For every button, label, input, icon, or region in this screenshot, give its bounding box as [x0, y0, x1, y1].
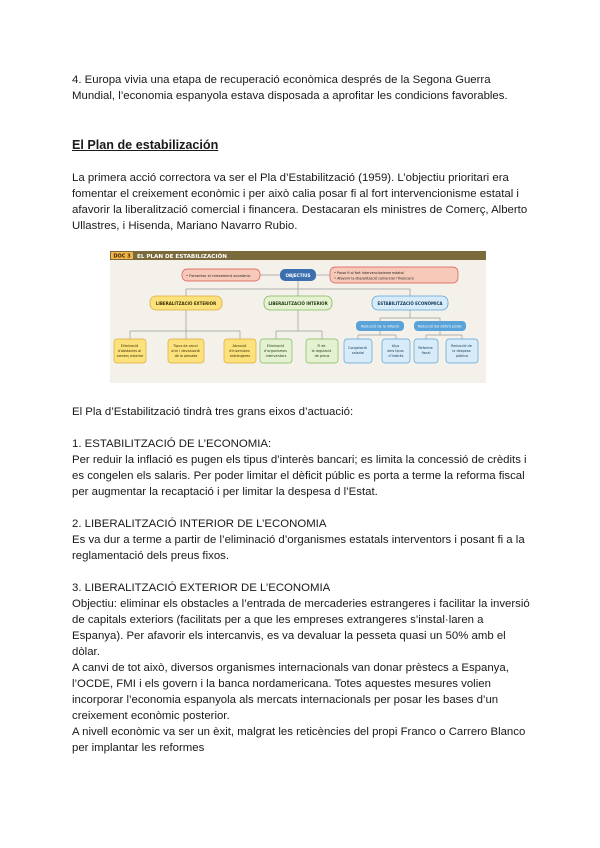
left-objective-text: • Fomentar el creixement econòmic: [186, 274, 251, 278]
axis3-title: 3. LIBERALITZACIÓ EXTERIOR DE L’ECONOMIA: [72, 582, 331, 594]
leaf-est4-text: Reducció de la despesa pública: [451, 344, 472, 358]
right-objective-box: [330, 267, 458, 283]
axis3-text-3: A nivell econòmic va ser un èxit, malgrat les reticències del propi Franco o Carrero Blanco per implantar les reformes: [72, 726, 526, 754]
branch-stabilization-label: ESTABILITZACIÓ ECONÒMICA: [377, 301, 443, 306]
axis3-text-1: Objectiu: eliminar els obstacles a l’entrada de mercaderies estrangeres i facilitar la inversió de capitals exteriors (facilitats per a que les empreses extrangeres s’instal·laren a Espanya). Per afavorir els intercanvis, es va devaluar la pesseta quasi un 50% amb el dòlar.: [72, 598, 530, 658]
axis1-title: 1. ESTABILITZACIÓ DE L’ECONOMIA:: [72, 438, 272, 450]
objectives-label: OBJECTIUS: [285, 273, 311, 278]
axis2-title: 2. LIBERALITZACIÓ INTERIOR DE L’ECONOMIA: [72, 518, 327, 530]
doc-tag: DOC 3: [113, 253, 131, 260]
leaf-ext1-text: Eliminació d’obstacles al comerç exterior: [116, 344, 144, 358]
right-objective-text-1: • Posar fi al fort intervencionisme estatal: [334, 271, 404, 275]
sub-deficit-label: Reducció del dèficit públic: [417, 324, 463, 329]
axis1-text: Per reduir la inflació es pugen els tipus d’interès bancari; es limita la concessió de crèdits i es congelen els salaris. Per poder limitar el dèficit públic es porta a terme la reforma fiscal per augmentar la recaptació i per limitar la despesa d l’Estat.: [72, 454, 527, 498]
leaf-est1-text: Congelació salarial: [348, 346, 367, 355]
leaf-int1-text: Eliminació d’organismes interventors: [264, 344, 287, 358]
leaf-int2-text: Fi de la regulació de preus: [311, 344, 332, 358]
intro-point: 4. Europa vivia una etapa de recuperació econòmica després de la Segona Guerra Mundial, l’economia espanyola estava disposada a aprofitar les condicions favorables.: [72, 74, 508, 102]
three-axes-paragraph: El Pla d’Estabilització tindrà tres grans eixos d’actuació:: [72, 406, 354, 418]
axis3-text-2: A canvi de tot això, diversos organismes internacionals van donar prèstecs a Espanya, l’OCDE, FMI i els govern i la banca nordamericana. Totes aquestes mesures volien incorporar l’economia espanyola als mercats internacionals per posar les bases d’un creixement econòmic posterior.: [72, 662, 509, 722]
leaf-ext2-text: Tipus de canvi únic i devaluació de la pesseta: [171, 344, 200, 358]
axis2-text: Es va dur a terme a partir de l’eliminació d’organismes estatals interventors i posant fi a la reglamentació dels preus fixos.: [72, 534, 525, 562]
sub-inflation-label: Reducció de la inflació: [360, 324, 400, 329]
stabilization-plan-diagram: [110, 251, 486, 383]
leaf-ext3-text: Atracció d’inversions estrangeres: [229, 344, 251, 358]
leaf-est2-text: Alça dels tipus d’interès: [387, 344, 404, 358]
branch-exterior-label: LIBERALITZACIÓ EXTERIOR: [155, 301, 217, 306]
diagram-header-title: EL PLAN DE ESTABILIZACIÓN: [137, 253, 227, 260]
right-objective-text-2: • Afavorir la liberalització comercial i financera: [334, 276, 414, 281]
branch-interior-label: LIBERALITZACIÓ INTERIOR: [268, 301, 328, 306]
plan-intro-paragraph: La primera acció correctora va ser el Pla d’Estabilització (1959). L’objectiu prioritari era fomentar el creixement econòmic i per això calia posar fi al fort intervencionisme estatal i afavorir la liberalització comercial i financera. Destacaran els ministres de Comerç, Alberto Ullastres, i Hisenda, Mariano Navarro Rubio.: [72, 172, 528, 232]
plan-title: El Plan de estabilización: [72, 138, 219, 152]
leaf-est3-text: Reforma fiscal: [418, 346, 433, 355]
